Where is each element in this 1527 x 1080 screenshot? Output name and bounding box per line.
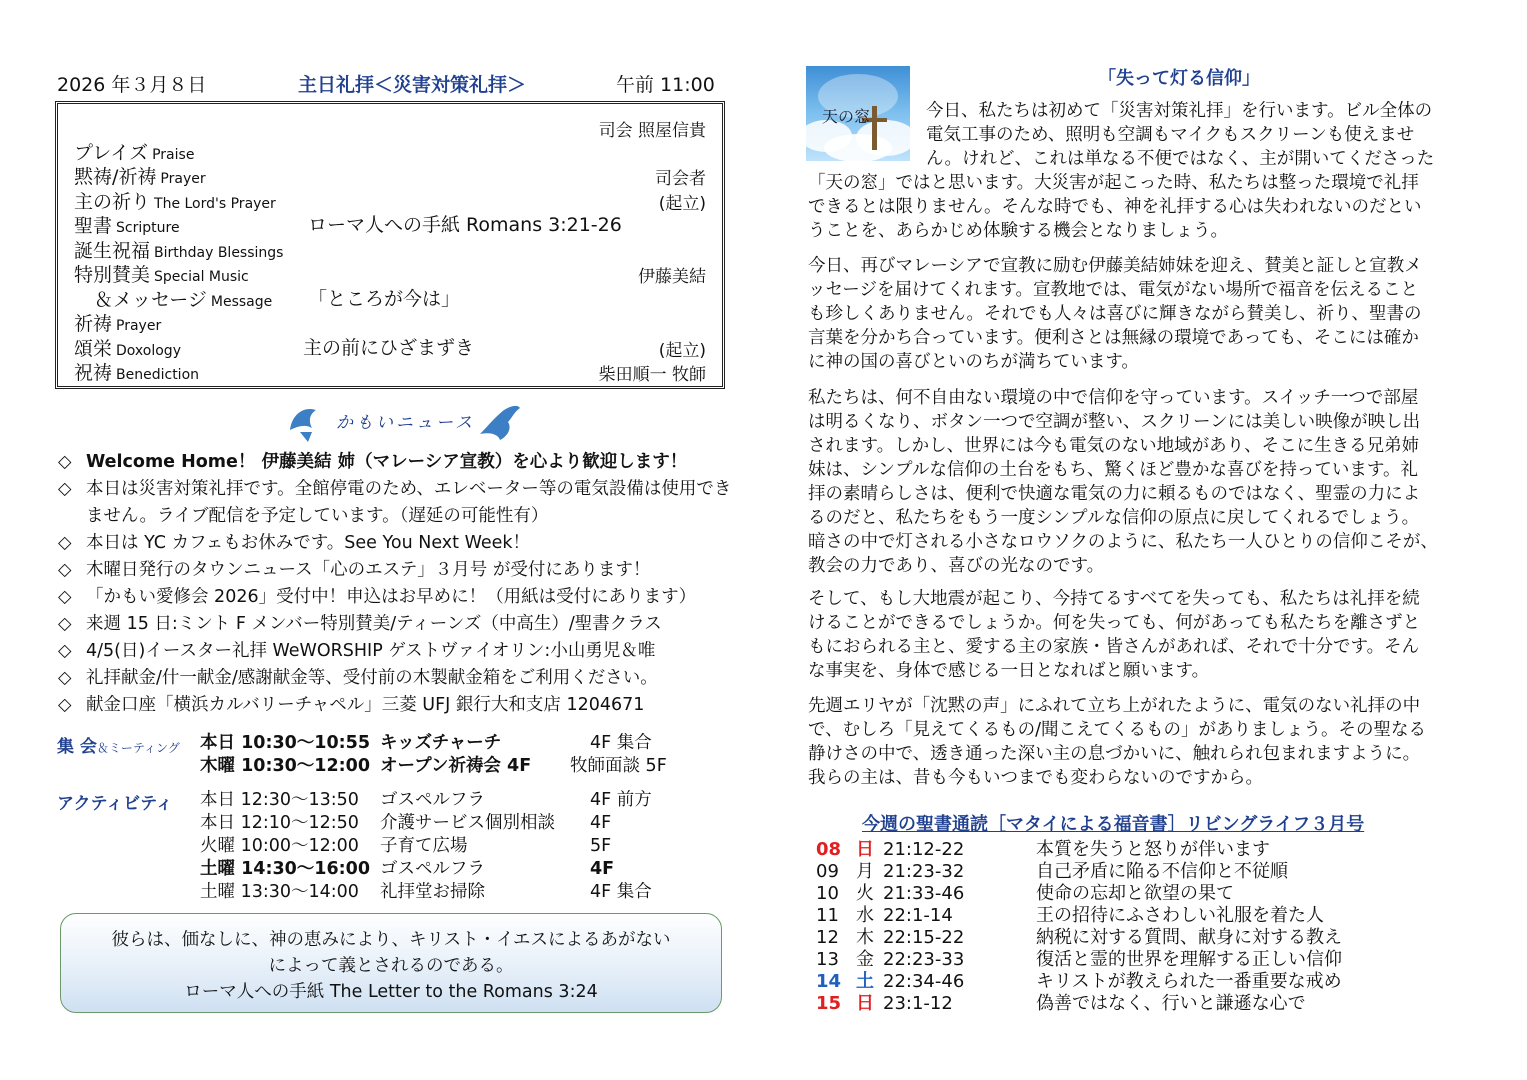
activity-place: 5F — [590, 836, 612, 856]
reading-date: 08 — [816, 839, 842, 860]
activity-time: 12:30～13:50 — [240, 790, 359, 810]
essay-line: 教会の力であり、喜びの光なのです。 — [808, 556, 1105, 576]
news-list — [58, 449, 738, 719]
news-text: 本日は YC カフェもお休みです。See You Next Week！ — [86, 533, 531, 553]
list-item — [58, 638, 738, 665]
meeting-place: 牧師面談 5F — [570, 756, 667, 776]
meeting-place: 4F 集合 — [590, 733, 652, 753]
heaven-window-label: 天の窓 — [822, 107, 871, 126]
program-item — [94, 285, 272, 312]
essay-line: るのだと、私たちをもう一度シンプルな信仰の原点に戻してくれるでしょう。 — [808, 508, 1420, 528]
activity-row — [200, 881, 359, 904]
essay-line: もにおられる主と、愛する主の家族・皆さんがあれば、それで十分です。そん — [808, 637, 1420, 657]
news-text: 本日は災害対策礼拝です。全館停電のため、エレベーター等の電気設備は使用できません。ライブ配信を予定しています。（遅延の可能性有） — [86, 479, 732, 526]
program-item-en: The Lord's Prayer — [154, 196, 276, 212]
program-item-right: (起立) — [658, 194, 706, 214]
reading-day: 土 — [856, 971, 874, 992]
reading-ref: 22:1-14 — [883, 905, 953, 926]
program-item — [74, 187, 276, 214]
diamond-bullet-icon: ◇ — [58, 641, 72, 661]
program-item — [74, 236, 283, 263]
meeting-time: 10:30～12:00 — [241, 756, 371, 776]
program-item-en: Benediction — [116, 367, 200, 383]
verse-line: 彼らは、価なしに、神の恵みにより、キリスト・イエスによるあがない — [111, 930, 671, 950]
activity-row — [200, 858, 370, 881]
heaven-window-image — [806, 66, 910, 161]
reading-date: 15 — [816, 993, 842, 1014]
essay-line: 暗さの中で灯される小さなロウソクのように、私たち一人ひとりの信仰こそが、 — [808, 532, 1438, 552]
meeting-name: キッズチャーチ — [380, 733, 502, 753]
activity-name: ゴスペルフラ — [380, 859, 485, 879]
program-item-jp: ＆メッセージ — [94, 289, 207, 311]
reading-day: 木 — [856, 927, 874, 948]
reading-title: 復活と霊的世界を理解する正しい信仰 — [1036, 949, 1342, 970]
essay-line: は明るくなり、ボタン一つで空調が整い、スクリーンには美しい映像が映し出 — [808, 412, 1421, 432]
reading-day: 火 — [856, 883, 874, 904]
essay-line: うことを、あらかじめ体験する機会となりましょう。 — [808, 221, 1228, 241]
news-banner-title: かもいニュース — [336, 413, 476, 433]
diamond-bullet-icon: ◇ — [58, 587, 72, 607]
essay-line: も珍しくありません。それでも人々は喜びに輝きながら賛美し、祈り、聖書の — [808, 304, 1422, 324]
news-text: 献金口座「横浜カルバリーチャペル」三菱 UFJ 銀行大和支店 1204671 — [86, 695, 645, 715]
essay-line: で、むしろ「見えてくるもの/聞こえてくるもの」がありましょう。その聖なる — [808, 720, 1427, 740]
essay-line: に神の国の喜びといのちが満ちています。 — [808, 352, 1139, 372]
program-item-right: 司会者 — [655, 169, 706, 189]
memory-verse-box — [60, 913, 722, 1013]
reading-title: キリストが教えられた一番重要な戒め — [1036, 971, 1342, 992]
program-item-right: 柴田順一 牧師 — [598, 365, 706, 385]
reading-title: 本質を失うと怒りが伴います — [1036, 839, 1270, 860]
program-item — [74, 358, 199, 385]
verse-reference: ローマ人への手紙 The Letter to the Romans 3:24 — [184, 982, 598, 1002]
list-item — [58, 476, 738, 530]
program-item — [74, 309, 161, 336]
reading-date: 10 — [816, 883, 839, 904]
program-item — [74, 162, 206, 189]
essay-line: 拝の素晴らしさは、便利で快適な電気の力に頼るものではなく、聖霊の力によ — [808, 484, 1421, 504]
meeting-day: 本日 — [200, 733, 235, 753]
list-item — [58, 611, 738, 638]
program-item-mid: 主の前にひざまずき — [303, 337, 475, 359]
news-text: Welcome Home！ 伊藤美結 姉（マレーシア宣教）を心より歓迎します！ — [86, 452, 688, 472]
meeting-time: 10:30～10:55 — [241, 733, 371, 753]
activity-day: 土曜 — [200, 859, 235, 879]
meeting-day: 木曜 — [200, 756, 235, 776]
activity-day: 本日 — [200, 813, 235, 833]
reading-ref: 22:23-33 — [883, 949, 965, 970]
reading-ref: 21:12-22 — [883, 839, 965, 860]
essay-line: できるとは限りません。そんな時でも、神を礼拝する心は失われないのだとい — [808, 197, 1422, 217]
meeting-row — [200, 755, 370, 778]
reading-ref: 23:1-12 — [883, 993, 953, 1014]
reading-day: 日 — [856, 993, 874, 1014]
list-item — [58, 557, 738, 584]
diamond-bullet-icon: ◇ — [58, 560, 72, 580]
diamond-bullet-icon: ◇ — [58, 614, 72, 634]
list-item — [58, 449, 738, 476]
program-item-right: (起立) — [658, 341, 706, 361]
essay-line: ッセージを届けてくれます。宣教地では、電気がない場所で福音を伝えること — [808, 280, 1419, 300]
activity-place: 4F — [590, 813, 612, 833]
essay-line: 今日、私たちは初めて「災害対策礼拝」を行います。ビル全体の — [926, 101, 1433, 121]
reading-date: 11 — [816, 905, 839, 926]
activity-time: 13:30～14:00 — [240, 882, 359, 902]
essay-line: そして、もし大地震が起こり、今持てるすべてを失っても、私たちは礼拝を続 — [808, 589, 1420, 609]
activity-time: 12:10～12:50 — [240, 813, 359, 833]
reading-ref: 21:23-32 — [883, 861, 965, 882]
program-item-en: Special Music — [154, 269, 249, 285]
program-item — [74, 260, 249, 287]
activity-name: 礼拝堂お掃除 — [380, 882, 485, 902]
program-item-en: Prayer — [160, 171, 206, 187]
verse-line: によって義とされるのである。 — [268, 956, 514, 976]
service-title: 主日礼拝＜災害対策礼拝＞ — [298, 74, 527, 96]
diamond-bullet-icon: ◇ — [58, 533, 72, 553]
program-item-mid: ローマ人への手紙 Romans 3:21-26 — [308, 214, 622, 236]
essay-line: 私たちは、何不自由ない環境の中で信仰を守っています。スイッチ一つで部屋 — [808, 388, 1419, 408]
reading-ref: 22:15-22 — [883, 927, 965, 948]
essay-line: 妹は、シンプルな信仰の土台をもち、驚くほど豊かな喜びを持っています。礼 — [808, 460, 1418, 480]
meeting-row — [200, 732, 370, 755]
diamond-bullet-icon: ◇ — [58, 695, 72, 715]
reading-title: 偽善ではなく、行いと謙遜な心で — [1036, 993, 1306, 1014]
essay-title: 「失って灯る信仰」 — [1098, 68, 1260, 89]
reading-title: 王の招待にふさわしい礼服を着た人 — [1036, 905, 1324, 926]
program-item-en: Message — [210, 294, 273, 310]
seagull-icon — [286, 400, 326, 444]
dove-icon — [474, 400, 524, 444]
activities-heading: アクティビティ — [57, 794, 173, 814]
essay-line: 電気工事のため、照明も空調もマイクもスクリーンも使えませ — [926, 125, 1415, 145]
reading-date: 12 — [816, 927, 839, 948]
reading-date: 14 — [816, 971, 842, 992]
essay-line: な事実を、身体で感じる一日となればと願います。 — [808, 661, 1210, 681]
list-item — [58, 692, 738, 719]
service-date: 2026 年３月８日 — [57, 74, 207, 96]
news-text: 木曜日発行のタウンニュース「心のエステ」３月号 が受付にあります！ — [86, 560, 651, 580]
program-item-jp: 特別賛美 — [74, 264, 151, 286]
news-text: 「かもい愛修会 2026」受付中！申込はお早めに！（用紙は受付にあります） — [86, 587, 697, 607]
news-text: 礼拝献金/什一献金/感謝献金等、受付前の木製献金箱をご利用ください。 — [86, 668, 658, 688]
activity-day: 本日 — [200, 790, 235, 810]
reading-date: 13 — [816, 949, 839, 970]
program-item-jp: 聖書 — [74, 215, 113, 237]
program-item-en: Praise — [152, 147, 195, 163]
reading-ref: 21:33-46 — [883, 883, 965, 904]
activity-name: 介護サービス個別相談 — [380, 813, 555, 833]
list-item — [58, 530, 738, 557]
reading-date: 09 — [816, 861, 839, 882]
essay-line: 先週エリヤが「沈黙の声」にふれて立ち上がれたように、電気のない礼拝の中 — [808, 696, 1421, 716]
program-item-en: Doxology — [116, 343, 181, 359]
meeting-name: オープン祈祷会 4F — [380, 756, 532, 776]
reading-day: 月 — [856, 861, 874, 882]
program-item — [74, 334, 181, 361]
diamond-bullet-icon: ◇ — [58, 479, 72, 499]
activity-place: 4F 集合 — [590, 882, 652, 902]
program-presider: 司会 照屋信貴 — [598, 121, 706, 141]
essay-line: されます。しかし、世界には今も電気のない地域があり、そこに生きる兄弟姉 — [808, 436, 1420, 456]
essay-line: 我らの主は、昔も今もいつまでも変わらないのですから。 — [808, 768, 1263, 788]
news-banner — [286, 400, 526, 444]
meetings-label-small: ＆ミーティング — [96, 741, 180, 755]
program-item-en: Prayer — [116, 318, 162, 334]
reading-day: 水 — [856, 905, 874, 926]
activity-time: 14:30～16:00 — [241, 859, 371, 879]
worship-program — [55, 101, 725, 389]
program-item — [74, 211, 180, 238]
meetings-heading — [57, 732, 180, 757]
activity-time: 10:00～12:00 — [240, 836, 359, 856]
diamond-bullet-icon: ◇ — [58, 668, 72, 688]
service-time: 午前 11:00 — [616, 74, 715, 96]
essay-line: ん。けれど、これは単なる不便ではなく、主が開いてくださった — [926, 149, 1435, 169]
news-text: 来週 15 日:ミント F メンバー特別賛美/ティーンズ（中高生）/聖書クラス — [86, 614, 662, 634]
program-item-jp: 祈祷 — [74, 313, 113, 335]
reading-day: 日 — [856, 839, 874, 860]
program-item-jp: 誕生祝福 — [74, 240, 151, 262]
reading-day: 金 — [856, 949, 874, 970]
essay-line: 今日、再びマレーシアで宣教に励む伊藤美結姉妹を迎え、賛美と証しと宣教メ — [808, 256, 1422, 276]
program-item-jp: プレイズ — [74, 142, 149, 164]
meetings-label: 集 会 — [57, 737, 97, 757]
reading-ref: 22:34-46 — [883, 971, 965, 992]
activity-row — [200, 789, 359, 812]
reading-title: 自己矛盾に陥る不信仰と不従順 — [1036, 861, 1288, 882]
list-item — [58, 584, 738, 611]
program-item-right: 伊藤美結 — [638, 267, 706, 287]
activity-name: 子育て広場 — [380, 836, 468, 856]
program-item-jp: 黙祷/祈祷 — [74, 166, 157, 188]
essay-line: けることができるでしょうか。何を失っても、何があっても私たちを離さずと — [808, 613, 1421, 633]
activity-day: 土曜 — [200, 882, 235, 902]
program-item-jp: 祝祷 — [74, 362, 113, 384]
activity-place: 4F — [590, 859, 615, 879]
program-item — [74, 138, 194, 165]
program-item-en: Scripture — [116, 220, 180, 236]
diamond-bullet-icon: ◇ — [58, 452, 72, 472]
program-item-jp: 主の祈り — [74, 191, 151, 213]
reading-title: 使命の忘却と欲望の果て — [1036, 883, 1234, 904]
program-item-jp: 頌栄 — [74, 338, 113, 360]
essay-line: 静けさの中で、透き通った深い主の息づかいに、触れられ包まれますように。 — [808, 744, 1421, 764]
essay-line: 「天の窓」ではと思います。大災害が起こった時、私たちは整った環境で礼拝 — [808, 173, 1419, 193]
reading-title: 納税に対する質問、献身に対する教え — [1036, 927, 1342, 948]
activity-row — [200, 812, 359, 835]
activity-name: ゴスペルフラ — [380, 790, 485, 810]
program-item-mid: 「ところが今は」 — [308, 288, 461, 310]
list-item — [58, 665, 738, 692]
activity-place: 4F 前方 — [590, 790, 652, 810]
reading-plan-title: 今週の聖書通読［マタイによる福音書］リビングライフ３月号 — [862, 814, 1365, 835]
activity-day: 火曜 — [200, 836, 235, 856]
program-item-en: Birthday Blessings — [154, 245, 284, 261]
activity-row — [200, 835, 359, 858]
news-text: 4/5(日)イースター礼拝 WeWORSHIP ゲストヴァイオリン:小山勇児＆唯 — [86, 641, 656, 661]
essay-line: 言葉を分かち合っています。便利さとは無縁の環境であっても、そこには確か — [808, 328, 1419, 348]
